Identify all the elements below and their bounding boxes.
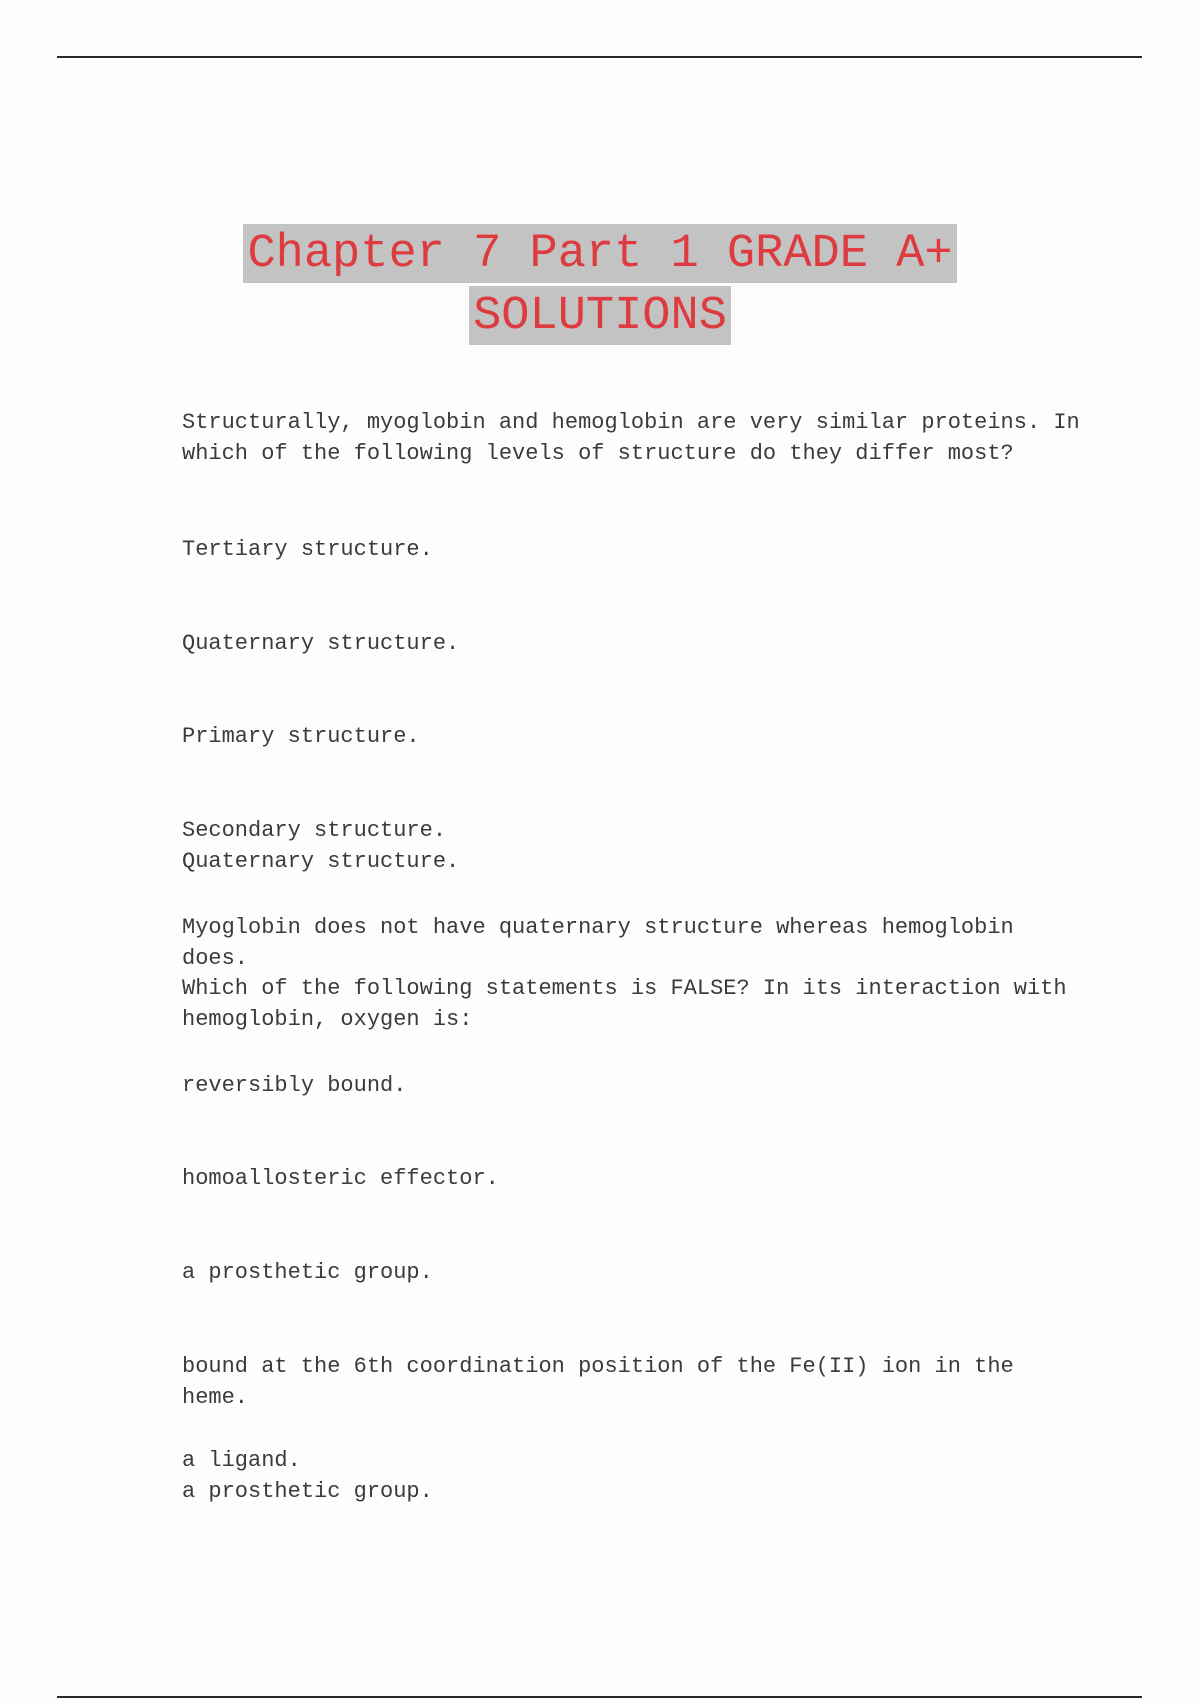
answer-option: Primary structure.	[182, 724, 420, 749]
bottom-rule	[57, 1696, 1142, 1698]
answer-option: Tertiary structure.	[182, 537, 433, 562]
question-1-text: Structurally, myoglobin and hemoglobin are very similar proteins. In which of the following levels of structure do they differ most?	[182, 410, 1080, 466]
answer-option: bound at the 6th coordination position of the Fe(II) ion in the heme.	[182, 1354, 1027, 1410]
answer-option: reversibly bound.	[182, 1073, 407, 1098]
answer-option: Quaternary structure.	[182, 631, 460, 656]
explanation-and-question-2-text: Myoglobin does not have quaternary structure whereas hemoglobin does. Which of the following statements is FALSE? In its interaction with hemoglobin, oxygen is:	[182, 915, 1067, 1032]
answer-option: homoallosteric effector.	[182, 1166, 499, 1191]
answer-option-and-correct-answer: a ligand. a prosthetic group.	[182, 1448, 433, 1504]
answer-option-and-correct-answer: Secondary structure. Quaternary structure.	[182, 818, 460, 874]
document-title-line-2: SOLUTIONS	[0, 290, 1200, 343]
document-title-line-1: Chapter 7 Part 1 GRADE A+	[0, 228, 1200, 281]
answer-option: a prosthetic group.	[182, 1260, 433, 1285]
top-rule	[57, 56, 1142, 58]
